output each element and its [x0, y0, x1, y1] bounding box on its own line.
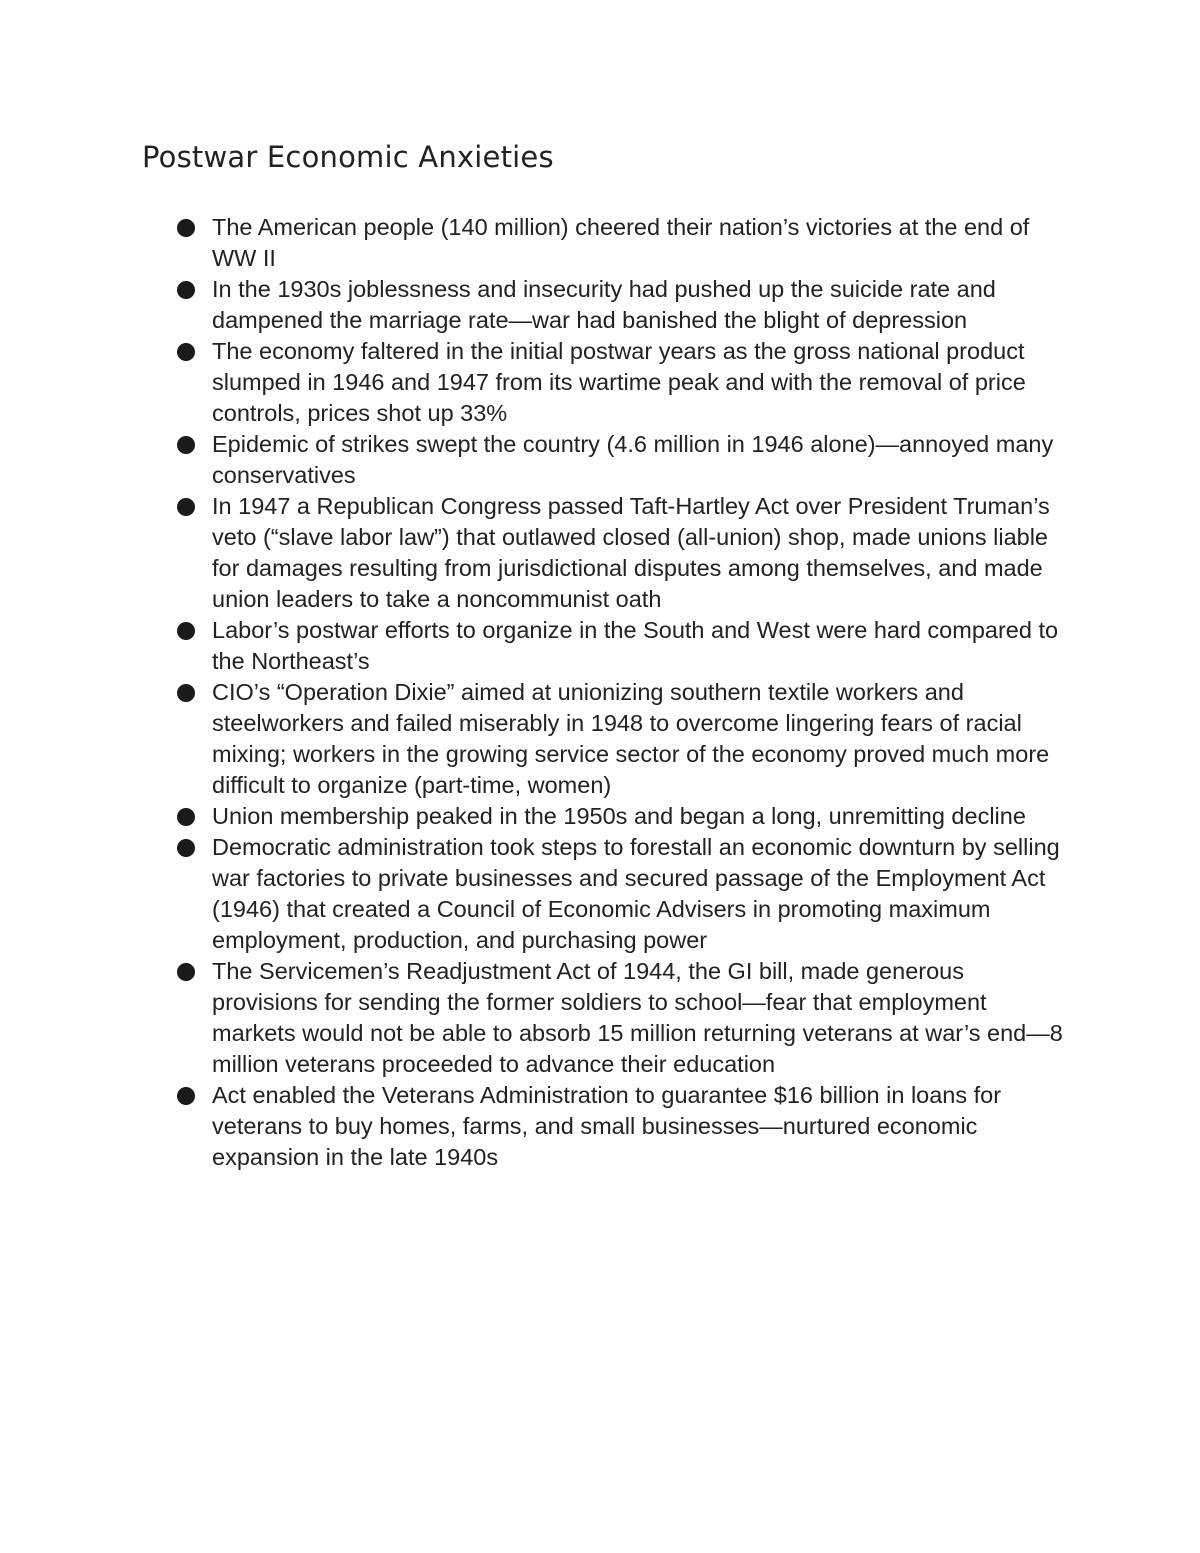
- list-item: [176, 274, 1076, 336]
- bullet-icon: [177, 281, 195, 299]
- list-item: [176, 429, 1076, 491]
- bullet-text: Labor’s postwar efforts to organize in the South and West were hard compared to the Northeast’s: [212, 617, 1059, 674]
- bullet-text: Democratic administration took steps to forestall an economic downturn by selling war factories to private businesses and secured passage of the Employment Act (1946) that created a Council of Economic Advisers in promoting maximum employment, production, and purchasing power: [212, 834, 1060, 953]
- bullet-icon: [177, 1087, 195, 1105]
- list-item: [176, 615, 1076, 677]
- bullet-icon: [177, 963, 195, 981]
- list-item: [176, 212, 1076, 274]
- bullet-icon: [177, 684, 195, 702]
- list-item: [176, 491, 1076, 615]
- list-item: [176, 956, 1076, 1080]
- bullet-text: In 1947 a Republican Congress passed Taft-Hartley Act over President Truman’s veto (“slave labor law”) that outlawed closed (all-union) shop, made unions liable for damages resulting from jurisdictional disputes among themselves, and made union leaders to take a noncommunist oath: [212, 493, 1050, 612]
- bullet-text: The economy faltered in the initial postwar years as the gross national product slumped in 1946 and 1947 from its wartime peak and with the removal of price controls, prices shot up 33%: [212, 338, 1026, 426]
- bullet-icon: [177, 436, 195, 454]
- bullet-text: In the 1930s joblessness and insecurity had pushed up the suicide rate and dampened the marriage rate—war had banished the blight of depression: [212, 276, 996, 333]
- bullet-list: [176, 212, 1076, 1173]
- list-item: [176, 677, 1076, 801]
- bullet-icon: [177, 498, 195, 516]
- bullet-icon: [177, 219, 195, 237]
- bullet-text: CIO’s “Operation Dixie” aimed at unionizing southern textile workers and steelworkers and failed miserably in 1948 to overcome lingering fears of racial mixing; workers in the growing service sector of the economy proved much more difficult to organize (part-time, women): [212, 679, 1050, 798]
- list-item: [176, 832, 1076, 956]
- bullet-text: Union membership peaked in the 1950s and began a long, unremitting decline: [212, 803, 1026, 829]
- list-item: [176, 336, 1076, 429]
- bullet-icon: [177, 808, 195, 826]
- list-item: [176, 1080, 1076, 1173]
- bullet-text: Act enabled the Veterans Administration to guarantee $16 billion in loans for veterans to buy homes, farms, and small businesses—nurtured economic expansion in the late 1940s: [212, 1082, 1002, 1170]
- page-title: Postwar Economic Anxieties: [142, 140, 554, 174]
- bullet-icon: [177, 622, 195, 640]
- bullet-text: The Servicemen’s Readjustment Act of 1944, the GI bill, made generous provisions for sending the former soldiers to school—fear that employment markets would not be able to absorb 15 million returning veterans at war’s end—8 million veterans proceeded to advance their education: [212, 958, 1063, 1077]
- bullet-text: The American people (140 million) cheered their nation’s victories at the end of WW II: [212, 214, 1030, 271]
- bullet-text: Epidemic of strikes swept the country (4.6 million in 1946 alone)—annoyed many conservatives: [212, 431, 1054, 488]
- bullet-icon: [177, 839, 195, 857]
- list-item: [176, 801, 1076, 832]
- bullet-icon: [177, 343, 195, 361]
